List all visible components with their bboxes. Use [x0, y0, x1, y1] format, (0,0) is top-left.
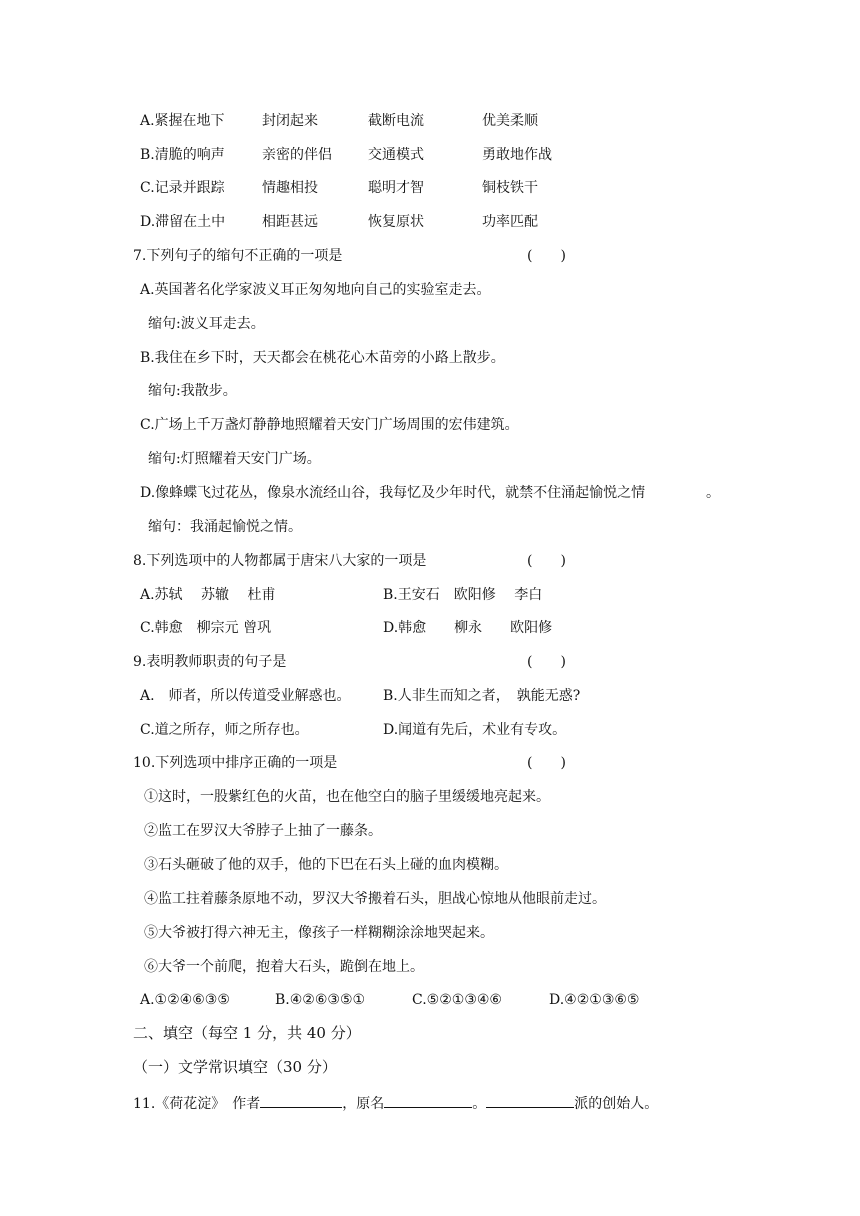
- q8-option-d: D.韩愈 柳永 欧阳修: [383, 620, 553, 636]
- q9-option-a: A. 师者，所以传道受业解惑也。: [140, 688, 351, 704]
- q10-item-3: ③石头砸破了他的双手，他的下巴在石头上碰的血肉模糊。: [144, 857, 508, 873]
- q11-period: 。: [472, 1096, 487, 1112]
- q8-answer-paren: ( ): [527, 553, 566, 569]
- q9-option-d: D.闻道有先后，术业有专攻。: [383, 722, 567, 738]
- q8-option-a: A.苏轼 苏辙 杜甫: [140, 587, 276, 603]
- q7-option-a: A.英国著名化学家波义耳正匆匆地向自己的实验室走去。: [140, 282, 491, 298]
- q10-answer-paren: ( ): [527, 755, 566, 771]
- q8-stem: 8.下列选项中的人物都属于唐宋八大家的一项是: [133, 553, 427, 569]
- q6-option-a-1: A.紧握在地下: [140, 113, 225, 129]
- q6-option-b-2: 亲密的伴侣: [262, 147, 332, 163]
- q11-line: [133, 1092, 658, 1114]
- q6-option-c-3: 聪明才智: [368, 180, 424, 196]
- q7-option-d-period: 。: [706, 485, 720, 501]
- q9-stem: 9.表明教师职责的句子是: [133, 654, 287, 670]
- q6-option-b-1: B.清脆的响声: [140, 147, 225, 163]
- q7-option-b-shortened: 缩句:我散步。: [148, 383, 237, 399]
- q6-option-d-1: D.滞留在土中: [140, 214, 226, 230]
- q11-school-founder: 派的创始人。: [574, 1096, 659, 1112]
- q7-option-c: C.广场上千万盏灯静静地照耀着天安门广场周围的宏伟建筑。: [140, 417, 519, 433]
- q6-option-a-4: 优美柔顺: [482, 113, 538, 129]
- q6-option-d-2: 相距甚远: [262, 214, 318, 230]
- q10-stem: 10.下列选项中排序正确的一项是: [133, 755, 338, 771]
- q10-item-6: ⑥大爷一个前爬，抱着大石头，跪倒在地上。: [144, 959, 424, 975]
- q10-option-c: C.⑤②①③④⑥: [412, 992, 502, 1008]
- q7-option-d: D.像蜂蝶飞过花丛，像泉水流经山谷，我每忆及少年时代，就禁不住涌起愉悦之情: [140, 485, 646, 501]
- q6-option-c-2: 情趣相投: [262, 180, 318, 196]
- q10-item-1: ①这时，一股紫红色的火苗，也在他空白的脑子里缓缓地亮起来。: [144, 789, 550, 805]
- q11-school-blank[interactable]: [486, 1092, 574, 1108]
- section-2-heading: 二、填空（每空 1 分，共 40 分）: [133, 1024, 361, 1042]
- q6-option-a-2: 封闭起来: [262, 113, 318, 129]
- q11-title-author: 11.《荷花淀》 作者: [133, 1096, 261, 1112]
- q6-option-c-1: C.记录并跟踪: [140, 180, 225, 196]
- q10-item-2: ②监工在罗汉大爷脖子上抽了一藤条。: [144, 823, 382, 839]
- q7-stem: 7.下列句子的缩句不正确的一项是: [133, 248, 343, 264]
- q9-option-c: C.道之所存，师之所存也。: [140, 722, 309, 738]
- q11-original-name-label: ，原名: [342, 1096, 385, 1112]
- q6-option-c-4: 铜枝铁干: [482, 180, 538, 196]
- q7-option-d-shortened: 缩句：我涌起愉悦之情。: [148, 519, 302, 535]
- section-2-subheading: （一）文学常识填空（30 分）: [133, 1058, 337, 1076]
- q10-option-d: D.④②①③⑥⑤: [549, 992, 640, 1008]
- q7-option-b: B.我住在乡下时，天天都会在桃花心木苗旁的小路上散步。: [140, 350, 505, 366]
- q6-option-a-3: 截断电流: [368, 113, 424, 129]
- q8-option-b: B.王安石 欧阳修 李白: [383, 587, 543, 603]
- q11-author-blank[interactable]: [260, 1092, 342, 1108]
- q9-option-b: B.人非生而知之者， 孰能无惑?: [383, 688, 581, 704]
- q9-answer-paren: ( ): [527, 654, 566, 670]
- q10-option-a: A.①②④⑥③⑤: [140, 992, 230, 1008]
- q7-option-c-shortened: 缩句:灯照耀着天安门广场。: [148, 451, 321, 467]
- q6-option-d-3: 恢复原状: [368, 214, 424, 230]
- q10-item-4: ④监工拄着藤条原地不动，罗汉大爷搬着石头，胆战心惊地从他眼前走过。: [144, 891, 606, 907]
- q10-item-5: ⑤大爷被打得六神无主，像孩子一样糊糊涂涂地哭起来。: [144, 925, 494, 941]
- q10-option-b: B.④②⑥③⑤①: [275, 992, 366, 1008]
- q6-option-d-4: 功率匹配: [482, 214, 538, 230]
- q8-option-c: C.韩愈 柳宗元 曾巩: [140, 620, 272, 636]
- q7-option-a-shortened: 缩句:波义耳走去。: [148, 316, 265, 332]
- q7-answer-paren: ( ): [527, 248, 566, 264]
- q6-option-b-3: 交通模式: [368, 147, 424, 163]
- q11-original-name-blank[interactable]: [384, 1092, 472, 1108]
- q6-option-b-4: 勇敢地作战: [482, 147, 552, 163]
